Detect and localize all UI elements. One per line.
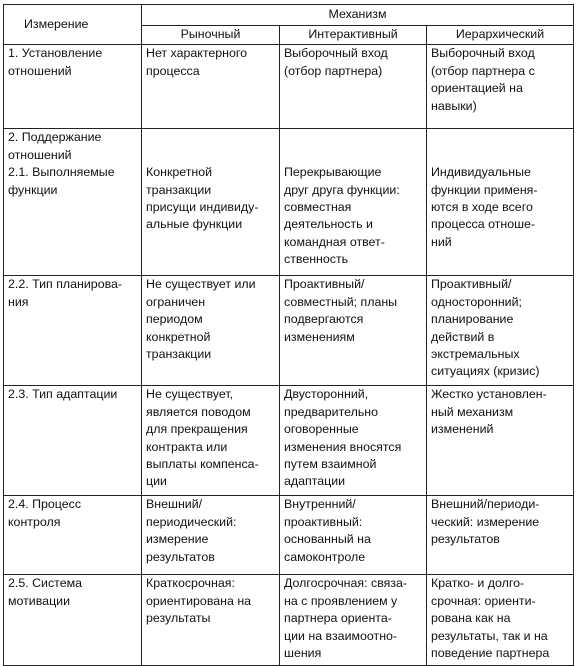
interactive-cell: Выборочный вход (отбор партнера) — [284, 46, 388, 78]
dimension-cell: 2.2. Тип планирова- ния — [8, 277, 123, 309]
hierarchical-cell: Выборочный вход (отбор партнера с ориентацией на навыки) — [431, 46, 535, 113]
dimension-cell: 1. Установление отношений — [8, 46, 103, 78]
mechanism-comparison-table — [3, 4, 574, 666]
header-mechanism: Механизм — [142, 5, 574, 26]
interactive-cell: Внутренний/ проактивный: основанный на самоконтроле — [284, 497, 371, 564]
market-cell: Не существует или ограничен периодом конкретной транзакции — [146, 277, 256, 362]
hierarchical-cell: Проактивный/ односторонний; планирование действий в экстремальных ситуациях (кризис) — [431, 277, 540, 379]
dimension-cell: 2. Поддержание отношений 2.1. Выполняемые функции — [8, 130, 115, 197]
header-interactive: Интерактивный — [280, 26, 427, 45]
dimension-cell: 2.4. Процесс контроля — [8, 497, 82, 529]
interactive-cell: Перекрывающие друг друга функции: совместная деятельность и командная ответ- ственность — [284, 165, 400, 267]
market-cell: Нет характерного процесса — [146, 46, 248, 78]
header-market: Рыночный — [142, 26, 280, 45]
hierarchical-cell: Внешний/периоди- ческий: измерение результатов — [431, 497, 540, 547]
interactive-cell: Проактивный/ совместный; планы подвергаются изменениям — [284, 277, 398, 344]
hierarchical-cell: Кратко- и долго- срочная: ориенти- рована как на результаты, так и на поведение партнера — [431, 576, 550, 661]
header-dimension: Измерение — [4, 5, 142, 45]
market-cell: Внешний/ периодический: измерение результатов — [146, 497, 237, 564]
table-row — [4, 129, 574, 276]
header-hierarchical: Иерархический — [427, 26, 574, 45]
table-row — [4, 45, 574, 129]
table-row — [4, 386, 574, 496]
dimension-cell: 2.5. Система мотивации — [8, 576, 83, 608]
interactive-cell: Долгосрочная: связа- на с проявлением у партнера ориента- ции на взаимоотно- шения — [284, 576, 408, 661]
market-cell: Краткосрочная: ориентирована на результаты — [146, 576, 252, 626]
interactive-cell: Двусторонний, предварительно оговоренные изменения вносятся путем взаимной адаптации — [284, 387, 402, 489]
hierarchical-cell: Индивидуальные функции применя- ются в ходе всего процесса отноше- ний — [431, 165, 538, 249]
market-cell: Не существует, является поводом для прекращения контракта или выплаты компенса- ции — [146, 387, 259, 489]
table-row — [4, 496, 574, 575]
table-row — [4, 276, 574, 386]
table-row — [4, 575, 574, 666]
hierarchical-cell: Жестко установлен- ный механизм изменений — [431, 387, 547, 437]
market-cell: Конкретной транзакции присущи индивиду- альные функции — [146, 165, 259, 232]
dimension-cell: 2.3. Тип адаптации — [8, 387, 118, 402]
